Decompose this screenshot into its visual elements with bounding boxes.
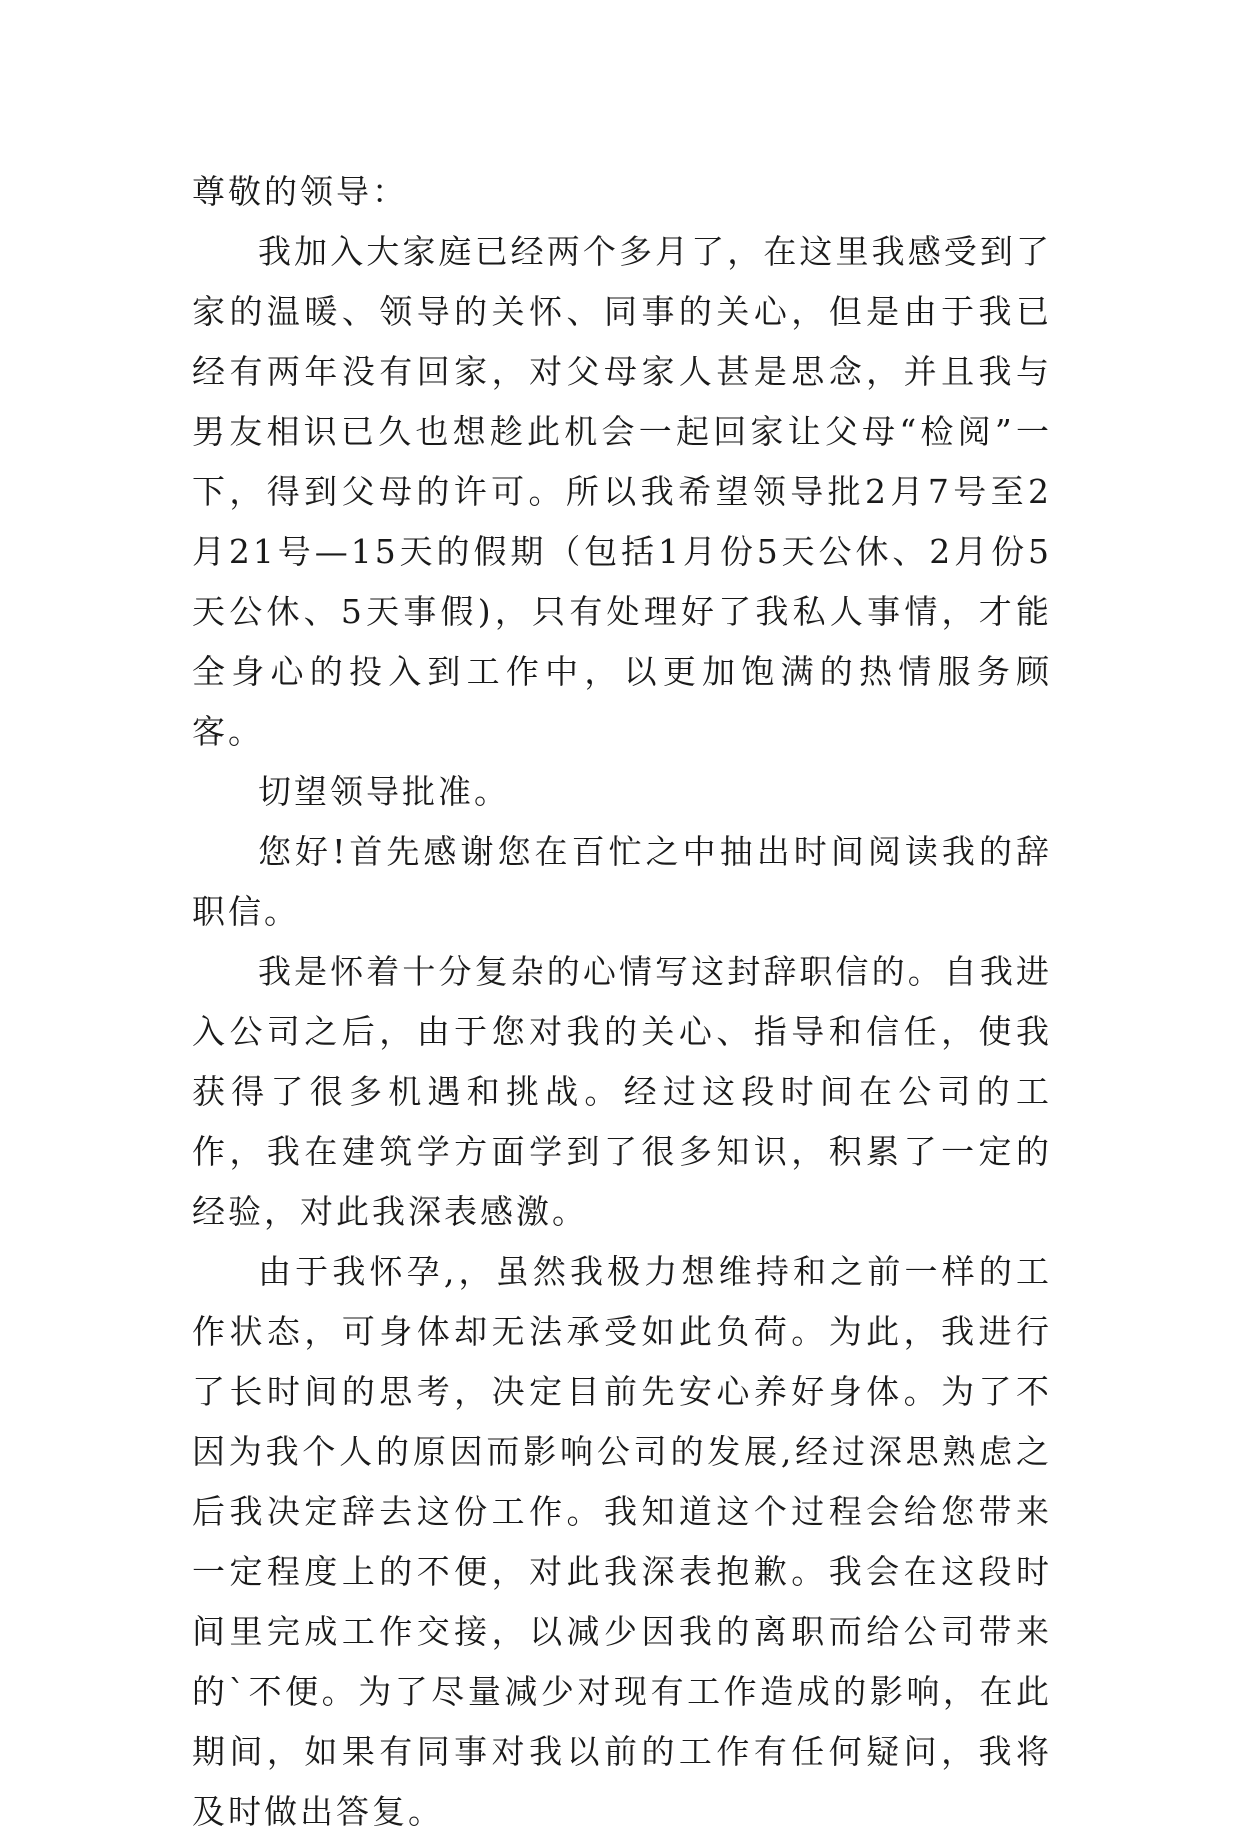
paragraph-resignation-reason: 由于我怀孕,，虽然我极力想维持和之前一样的工作状态，可身体却无法承受如此负荷。为此，我进行了长时间的思考，决定目前先安心养好身体。为了不因为我个人的原因而影响公司的发展,经过深思熟虑之后我决定辞去这份工作。我知道这个过程会给您带来一定程度上的不便，对此我深表抱歉。我会在这段时间里完成工作交接，以减少因我的离职而给公司带来的`不便。为了尽量减少对现有工作造成的影响，在此期间，如果有同事对我以前的工作有任何疑问，我将及时做出答复。 xyxy=(192,1252,1052,1831)
document-body xyxy=(192,162,1052,1842)
paragraph-approval-request: 切望领导批准。 xyxy=(258,772,510,811)
paragraph-greeting: 您好!首先感谢您在百忙之中抽出时间阅读我的辞职信。 xyxy=(192,832,1052,931)
paragraph-leave-request: 我加入大家庭已经两个多月了，在这里我感受到了家的温暖、领导的关怀、同事的关心，但是由于我已经有两年没有回家，对父母家人甚是思念，并且我与男友相识已久也想趁此机会一起回家让父母“检阅”一下，得到父母的许可。所以我希望领导批2月7号至2月21号—15天的假期（包括1月份5天公休、2月份5天公休、5天事假)，只有处理好了我私人事情，才能全身心的投入到工作中，以更加饱满的热情服务顾客。 xyxy=(192,232,1052,751)
paragraph-gratitude: 我是怀着十分复杂的心情写这封辞职信的。自我进入公司之后，由于您对我的关心、指导和信任，使我获得了很多机遇和挑战。经过这段时间在公司的工作，我在建筑学方面学到了很多知识，积累了一定的经验，对此我深表感激。 xyxy=(192,952,1052,1231)
salutation: 尊敬的领导： xyxy=(192,172,408,211)
